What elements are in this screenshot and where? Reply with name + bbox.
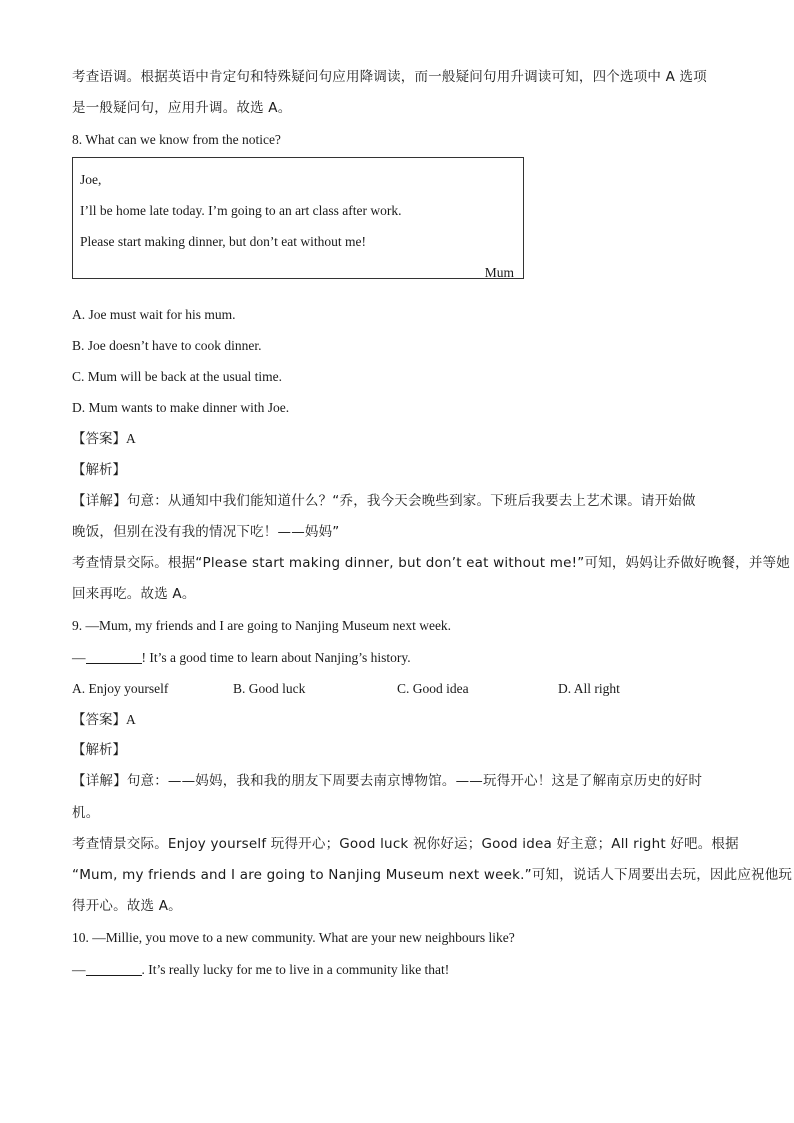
q8-option-d: D. Mum wants to make dinner with Joe.	[72, 400, 290, 416]
q9-analysis-tag: 【解析】	[72, 742, 126, 759]
notice-greeting: Joe,	[80, 171, 102, 187]
q9-option-b: B. Good luck	[233, 680, 306, 696]
q9-answer	[72, 704, 722, 735]
notice-line-2: Please start making dinner, but don’t eat without me!	[80, 233, 367, 249]
answer-tag: 【答案】	[72, 431, 126, 448]
q7-explanation-line-1: 考查语调。根据英语中肯定句和特殊疑问句应用降调读，而一般疑问句用升调读可知，四个选项中 A 选项	[72, 69, 707, 85]
q9-option-a: A. Enjoy yourself	[72, 680, 169, 696]
document-page	[72, 62, 793, 985]
detail-tag: 【详解】	[72, 492, 127, 509]
notice-box	[72, 157, 524, 279]
detail-tag: 【详解】	[72, 773, 127, 790]
q8-answer	[72, 423, 722, 454]
q9-detail-line-4: “Mum, my friends and I are going to Nanjing Museum next week.”可知，说话人下周要出去玩，因此应祝他玩	[72, 866, 793, 883]
q9-option-c: C. Good idea	[397, 680, 469, 696]
dash: —	[72, 961, 86, 977]
q8-detail-line-2: 晚饭，但别在没有我的情况下吃！——妈妈”	[72, 523, 340, 540]
q8-option-a: A. Joe must wait for his mum.	[72, 306, 236, 322]
q9-detail-line-1	[72, 766, 722, 797]
q8-option-b: B. Joe doesn’t have to cook dinner.	[72, 337, 262, 353]
q8-detail-line-1	[72, 486, 722, 517]
q8-analysis-tag: 【解析】	[72, 461, 126, 478]
q9-line-2	[72, 642, 722, 673]
answer-blank	[86, 961, 142, 976]
q8-detail-line-3: 考查情景交际。根据“Please start making dinner, but don’t eat without me!”可知，妈妈让乔做好晚餐，并等她	[72, 555, 790, 572]
dash: —	[72, 649, 86, 665]
detail-text: 句意：——妈妈，我和我的朋友下周要去南京博物馆。——玩得开心！这是了解南京历史的好时	[126, 773, 703, 790]
answer-tag: 【答案】	[72, 712, 126, 728]
answer-blank	[86, 649, 142, 664]
detail-text: 句意：从通知中我们能知道什么？“乔，我今天会晚些到家。下班后我要去上艺术课。请开始做	[126, 492, 696, 509]
q7-explanation-line-2: 是一般疑问句，应用升调。故选 A。	[72, 100, 292, 117]
q9-detail-line-5: 得开心。故选 A。	[72, 898, 182, 915]
notice-line-1: I’ll be home late today. I’m going to an art class after work.	[80, 202, 402, 218]
q10-line-1: 10. —Millie, you move to a new community. What are your new neighbours like?	[72, 930, 515, 946]
q9-line-1: 9. —Mum, my friends and I are going to Nanjing Museum next week.	[72, 618, 452, 634]
q8-detail-line-4: 回来再吃。故选 A。	[72, 586, 196, 603]
q10-line-2	[72, 954, 722, 985]
q9-options	[72, 673, 722, 704]
q8-option-c: C. Mum will be back at the usual time.	[72, 368, 282, 384]
answer-value: A	[126, 431, 136, 447]
q9-detail-line-3: 考查情景交际。Enjoy yourself 玩得开心；Good luck 祝你好运；Good idea 好主意；All right 好吧。根据	[72, 835, 739, 852]
q9-detail-line-2: 机。	[72, 804, 100, 821]
answer-value: A	[126, 712, 136, 727]
q9-line-2-text: ! It’s a good time to learn about Nanjing’s history.	[141, 649, 411, 665]
q9-option-d: D. All right	[558, 680, 620, 696]
q10-line-2-text: . It’s really lucky for me to live in a community like that!	[141, 961, 450, 977]
notice-signature: Mum	[484, 264, 514, 280]
q8-question: 8. What can we know from the notice?	[72, 132, 281, 148]
